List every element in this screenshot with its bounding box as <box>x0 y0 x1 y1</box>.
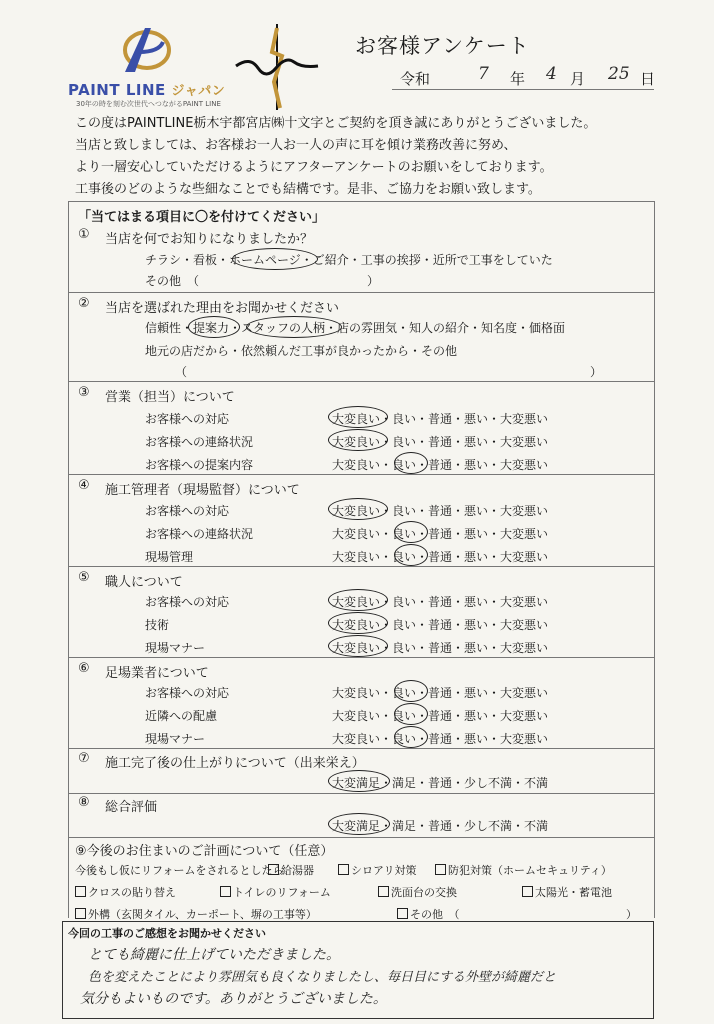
q9-question: ⑨今後のお住まいのご計画について（任意） <box>75 844 334 859</box>
q7-scale: 大変満足・満足・普通・少し不満・不満 <box>332 776 549 790</box>
intro-line-1: この度はPAINTLINE栃木宇都宮店㈱十文字とご契約を頂き誠にありがとうございました。 <box>75 116 597 131</box>
divider-8 <box>68 837 654 838</box>
q7-selected-mark <box>328 770 390 792</box>
q2-options-2: 地元の店だから・依然頼んだ工事が良かったから・その他 <box>145 344 458 358</box>
q5-mark-row3 <box>328 635 388 657</box>
date-month-value: 4 <box>546 64 557 84</box>
q8-selected-mark <box>328 813 390 835</box>
divider-6 <box>68 748 654 749</box>
q6-mark-row3 <box>394 726 428 748</box>
q6-mark-row1 <box>394 680 428 702</box>
checkbox-icon <box>338 864 349 875</box>
q4-mark-row1 <box>328 498 388 520</box>
date-day-unit: 日 <box>640 70 656 88</box>
feedback-line-3: 気分もよいものです。ありがとうございました。 <box>80 991 387 1007</box>
feedback-line-2: 色を変えたことにより雰囲気も良くなりましたし、毎日目にする外壁が綺麗だと <box>88 970 557 985</box>
q5-question: 職人について <box>105 575 183 590</box>
q6-row-label: 近隣への配慮 <box>145 709 218 723</box>
q5-row-label: 技術 <box>145 618 170 632</box>
frame-left <box>68 201 69 918</box>
q2-question: 当店を選ばれた理由をお聞かせください <box>105 301 340 316</box>
q9-option[interactable]: クロスの貼り替え <box>75 884 176 900</box>
feedback-label: 今回の工事のご感想をお聞かせください <box>68 927 266 940</box>
q1-number: ① <box>78 227 90 242</box>
q5-row-scale: 大変良い・良い・普通・悪い・大変悪い <box>332 641 549 655</box>
q3-row-label: お客様への提案内容 <box>145 458 254 472</box>
q1-options: チラシ・看板・ホームページ・ご紹介・工事の挨拶・近所で工事をしていた <box>145 253 553 267</box>
q4-row-scale: 大変良い・良い・普通・悪い・大変悪い <box>332 504 549 518</box>
date-month-unit: 月 <box>570 70 586 88</box>
q3-number: ③ <box>78 385 90 400</box>
page-title: お客様アンケート <box>355 34 530 58</box>
q2-paren-open: （ <box>175 365 188 379</box>
date-day-value: 25 <box>608 64 630 84</box>
q2-paren-close: ） <box>590 365 603 379</box>
q6-row-scale: 大変良い・良い・普通・悪い・大変悪い <box>332 732 549 746</box>
q5-row-scale: 大変良い・良い・普通・悪い・大変悪い <box>332 618 549 632</box>
q1-question: 当店を何でお知りになりましたか？ <box>105 232 314 247</box>
q8-number: ⑧ <box>78 795 90 810</box>
intro-line-2: 当店と致しましては、お客様お一人お一人の声に耳を傾け業務改善に努め、 <box>75 138 517 153</box>
q9-option[interactable]: 太陽光・蓄電池 <box>522 884 612 900</box>
q3-mark-row2 <box>328 429 388 451</box>
q3-mark-row3 <box>394 452 428 474</box>
q2-mark-proposal <box>188 316 240 338</box>
date-underline <box>392 89 654 90</box>
q6-number: ⑥ <box>78 661 90 676</box>
brand-tagline: 30年の時を刻む次世代へつながるPAINT LINE <box>76 100 221 108</box>
q4-row-scale: 大変良い・良い・普通・悪い・大変悪い <box>332 527 549 541</box>
frame-right <box>654 201 655 918</box>
divider-5 <box>68 657 654 658</box>
divider-1 <box>68 292 654 293</box>
divider-3 <box>68 474 654 475</box>
q4-row-label: お客様への対応 <box>145 504 230 518</box>
q4-row-scale: 大変良い・良い・普通・悪い・大変悪い <box>332 550 549 564</box>
checkbox-icon <box>220 886 231 897</box>
q6-row-label: お客様への対応 <box>145 686 230 700</box>
checkbox-icon <box>435 864 446 875</box>
q8-question: 総合評価 <box>105 800 158 815</box>
q9-option[interactable]: 防犯対策（ホームセキュリティ） <box>435 862 612 878</box>
q7-number: ⑦ <box>78 751 90 766</box>
frame-top <box>68 201 654 202</box>
brand-name: PAINT LINE ジャパン <box>68 81 226 99</box>
instruction: 「当てはまる項目に〇を付けてください」 <box>78 210 326 225</box>
q6-question: 足場業者について <box>105 666 209 681</box>
q5-row-label: 現場マナー <box>145 641 206 655</box>
q9-option[interactable]: シロアリ対策 <box>338 862 417 878</box>
divider-2 <box>68 381 654 382</box>
paint-line-logo-icon <box>115 22 175 80</box>
q9-option[interactable]: トイレのリフォーム <box>220 884 331 900</box>
date-era: 令和 <box>400 70 431 88</box>
q4-mark-row2 <box>394 521 428 543</box>
date-year-value: 7 <box>478 64 489 84</box>
q9-option[interactable]: 洗面台の交換 <box>378 884 457 900</box>
q5-row-scale: 大変良い・良い・普通・悪い・大変悪い <box>332 595 549 609</box>
q7-question: 施工完了後の仕上がりについて（出来栄え） <box>105 756 365 771</box>
q1-other: その他 （ ） <box>145 274 380 288</box>
q6-row-label: 現場マナー <box>145 732 206 746</box>
q3-row-scale: 大変良い・良い・普通・悪い・大変悪い <box>332 458 549 472</box>
q2-mark-staff <box>246 316 342 338</box>
q4-number: ④ <box>78 478 90 493</box>
checkbox-icon <box>268 864 279 875</box>
q3-row-scale: 大変良い・良い・普通・悪い・大変悪い <box>332 435 549 449</box>
q4-mark-row3 <box>394 544 428 566</box>
q9-lead: 今後もし仮にリフォームをされるとしたら <box>75 864 284 877</box>
q2-options-1: 信頼性・提案力・スタッフの人柄・店の雰囲気・知人の紹介・知名度・価格面 <box>145 321 566 335</box>
q1-selected-mark <box>232 248 318 270</box>
q3-row-label: お客様への連絡状況 <box>145 435 254 449</box>
intro-line-4: 工事後のどのような些細なことでも結構です。是非、ご協力をお願い致します。 <box>75 182 541 197</box>
checkbox-icon <box>75 886 86 897</box>
q6-row-scale: 大変良い・良い・普通・悪い・大変悪い <box>332 686 549 700</box>
q4-row-label: 現場管理 <box>145 550 194 564</box>
checkbox-icon <box>75 908 86 919</box>
q5-row-label: お客様への対応 <box>145 595 230 609</box>
q6-mark-row2 <box>394 703 428 725</box>
q9-option[interactable]: 給湯器 <box>268 862 314 878</box>
q4-question: 施工管理者（現場監督）について <box>105 483 300 498</box>
divider-7 <box>68 793 654 794</box>
cross-emblem-icon <box>232 22 322 112</box>
q9-other-close: ） <box>626 908 637 921</box>
divider-4 <box>68 566 654 567</box>
checkbox-icon <box>522 886 533 897</box>
q5-mark-row2 <box>328 612 388 634</box>
q3-row-scale: 大変良い・良い・普通・悪い・大変悪い <box>332 412 549 426</box>
q5-number: ⑤ <box>78 570 90 585</box>
q8-scale: 大変満足・満足・普通・少し不満・不満 <box>332 819 549 833</box>
checkbox-icon <box>378 886 389 897</box>
q6-row-scale: 大変良い・良い・普通・悪い・大変悪い <box>332 709 549 723</box>
date-year-unit: 年 <box>510 70 526 88</box>
q3-mark-row1 <box>328 406 388 428</box>
feedback-line-1: とても綺麗に仕上げていただきました。 <box>88 947 340 963</box>
q5-mark-row1 <box>328 589 388 611</box>
intro-line-3: より一層安心していただけるようにアフターアンケートのお願いをしております。 <box>75 160 553 175</box>
q4-row-label: お客様への連絡状況 <box>145 527 254 541</box>
q3-row-label: お客様への対応 <box>145 412 230 426</box>
q9-option[interactable]: その他 （ <box>397 906 460 922</box>
q2-number: ② <box>78 296 90 311</box>
q3-question: 営業（担当）について <box>105 390 235 405</box>
q9-option[interactable]: 外構（玄関タイル、カーポート、塀の工事等） <box>75 906 317 922</box>
checkbox-icon <box>397 908 408 919</box>
